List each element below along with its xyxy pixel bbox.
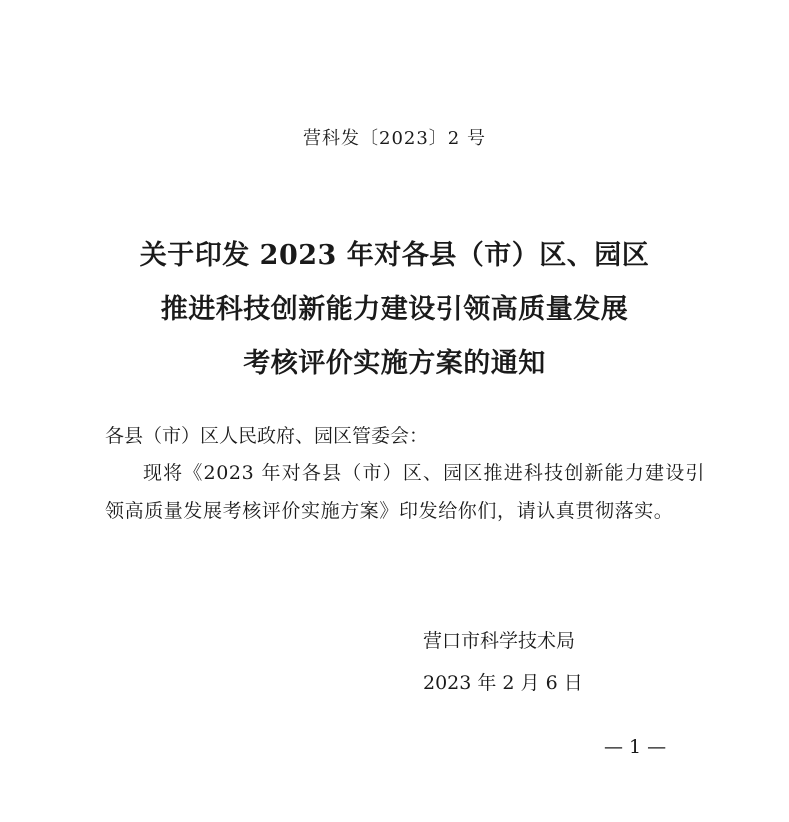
document-number: 营科发〔2023〕2 号 [303,128,486,149]
signature-block [423,620,583,704]
issuer-name: 营口市科学技术局 [423,630,576,652]
page-number: — 1 — [604,736,667,758]
title-line-2: 推进科技创新能力建设引领高质量发展 [160,294,629,325]
title-line-3: 考核评价实施方案的通知 [243,348,546,379]
document-title [0,229,789,391]
title-line-1: 关于印发 2023 年对各县（市）区、园区 [139,240,650,271]
issue-date: 2023 年 2 月 6 日 [423,672,583,694]
body-paragraph: 现将《2023 年对各县（市）区、园区推进科技创新能力建设引领高质量发展考核评价实施方案》印发给你们，请认真贯彻落实。 [105,462,705,522]
salutation: 各县（市）区人民政府、园区管委会： [105,425,429,447]
